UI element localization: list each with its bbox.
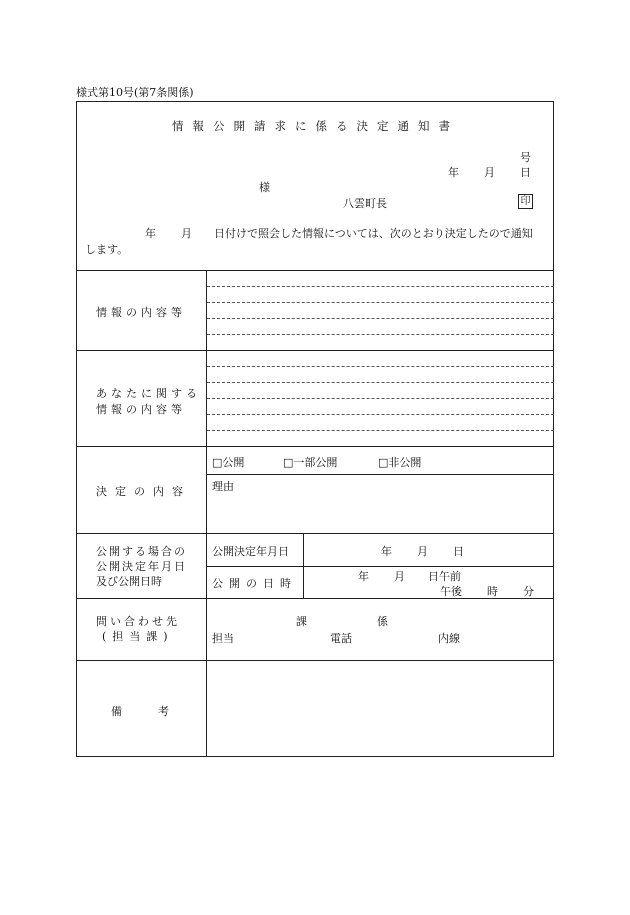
- date-year-label: 年: [448, 166, 459, 179]
- decision-option-disclose[interactable]: □公開: [212, 456, 245, 469]
- row-divider: [76, 446, 554, 447]
- contact-label-1: 問い合わせ先: [96, 615, 180, 628]
- body-text-line2: します。: [85, 243, 129, 256]
- form-number: 様式第10号(第7条関係): [76, 86, 194, 99]
- row-divider: [76, 660, 554, 661]
- info-content-label: 情報の内容等: [96, 306, 186, 319]
- body-month-label: 月: [181, 227, 192, 240]
- contact-phone: 電話: [330, 632, 352, 645]
- decision-label: 決定の内容: [96, 485, 191, 498]
- disclosure-label-3: 及び公開日時: [96, 575, 162, 588]
- decision-option-nondisclose[interactable]: □非公開: [378, 456, 422, 469]
- recipient-honorific: 様: [259, 181, 270, 194]
- form-frame: [76, 101, 554, 757]
- write-line: [207, 286, 554, 287]
- row-divider: [76, 350, 554, 351]
- issuer-name: 八雲町長: [343, 197, 387, 210]
- decision-date-label: 公開決定年月日: [212, 545, 289, 558]
- disclosure-time-minute: 分: [523, 585, 534, 598]
- write-line: [207, 398, 554, 399]
- date-month-label: 月: [484, 166, 495, 179]
- contact-section: 課: [296, 615, 307, 628]
- decision-date-month: 月: [417, 545, 428, 558]
- form-title: 情報公開請求に係る決定通知書: [172, 119, 459, 133]
- personal-info-label-2: 情報の内容等: [96, 403, 186, 416]
- number-label: 号: [520, 151, 531, 164]
- contact-person: 担当: [212, 632, 234, 645]
- disclosure-time-month: 月: [394, 570, 405, 583]
- contact-unit: 係: [377, 615, 388, 628]
- reason-label: 理由: [212, 480, 234, 493]
- write-line: [207, 366, 554, 367]
- row-divider: [76, 598, 554, 599]
- body-text-line1: 日付けで照会した情報については、次のとおり決定したので通知: [214, 227, 533, 240]
- decision-option-partial[interactable]: □一部公開: [283, 456, 338, 469]
- disclosure-time-pm: 午後: [440, 585, 462, 598]
- row-divider: [76, 533, 554, 534]
- decision-divider: [206, 474, 554, 475]
- write-line: [207, 414, 554, 415]
- write-line: [207, 430, 554, 431]
- disclosure-divider: [206, 566, 554, 567]
- disclosure-time-hour: 時: [487, 585, 498, 598]
- contact-ext: 内線: [438, 632, 460, 645]
- contact-label-2: (担当課): [102, 630, 174, 643]
- row-divider: [76, 270, 554, 271]
- body-year-label: 年: [145, 227, 156, 240]
- disclosure-time-label: 公開の日時: [212, 577, 297, 590]
- date-day-label: 日: [520, 166, 531, 179]
- write-line: [207, 334, 554, 335]
- seal-mark: 印: [518, 194, 533, 209]
- disclosure-label-1: 公開する場合の: [96, 545, 187, 558]
- write-line: [207, 382, 554, 383]
- write-line: [207, 302, 554, 303]
- disclosure-label-2: 公開決定年月日: [96, 560, 187, 573]
- decision-date-year: 年: [381, 545, 392, 558]
- disclosure-time-year: 年: [358, 570, 369, 583]
- disclosure-time-am: 日午前: [428, 570, 461, 583]
- write-line: [207, 318, 554, 319]
- personal-info-label-1: あなたに関する: [96, 387, 201, 400]
- column-divider: [206, 270, 207, 757]
- disclosure-sub-column: [303, 533, 304, 598]
- remarks-label: 備考: [111, 705, 205, 718]
- decision-date-day: 日: [453, 545, 464, 558]
